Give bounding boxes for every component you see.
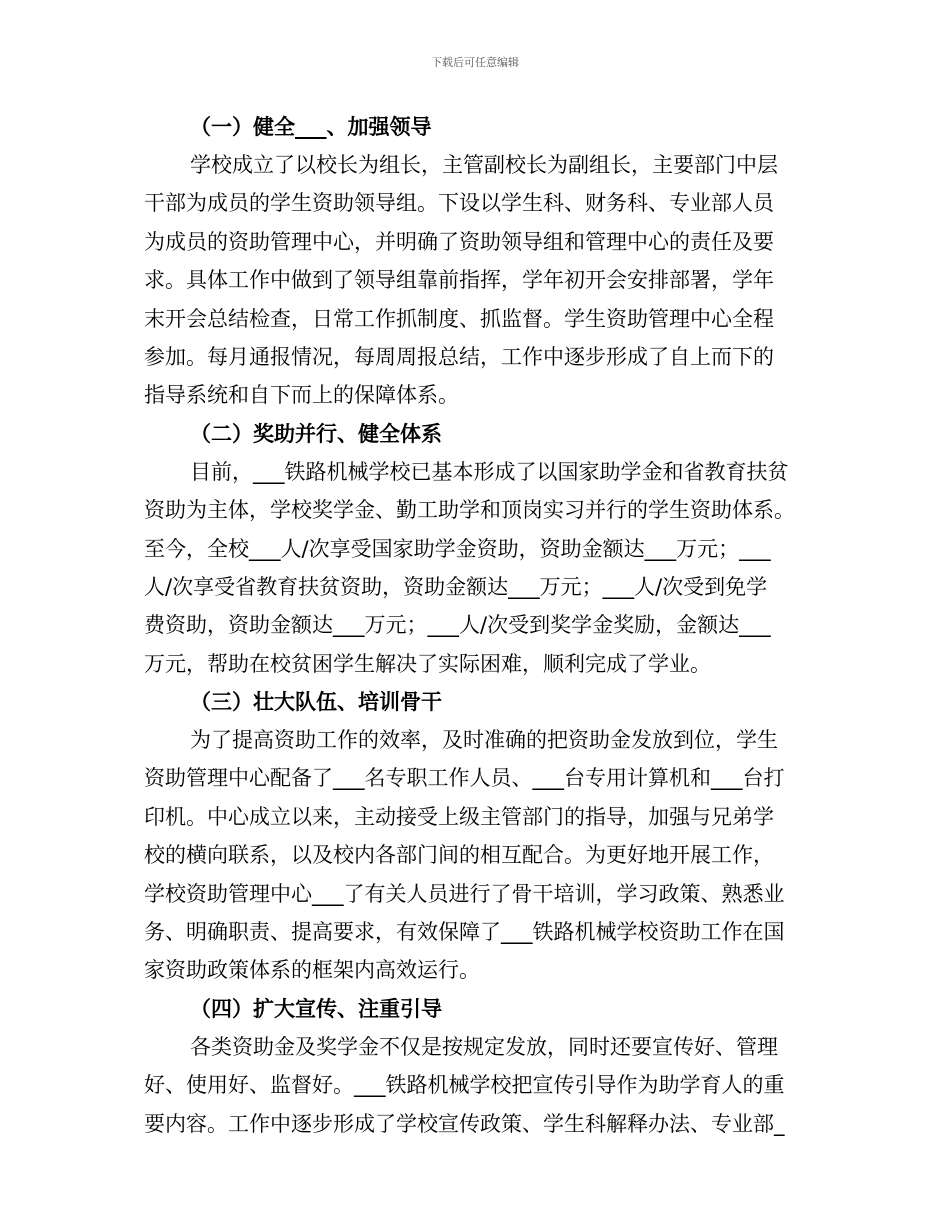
paragraph-line: 好、使用好、监督好。___铁路机械学校把宣传引导作为助学育人的重 (144, 1073, 785, 1098)
section-heading: （一）健全___、加强领导 (190, 115, 432, 139)
paragraph-line: 指导系统和自下而上的保障体系。 (144, 383, 459, 408)
paragraph-line: 印机。中心成立以来，主动接受上级主管部门的指导，加强与兄弟学 (144, 804, 774, 829)
paragraph-line: 末开会总结检查，日常工作抓制度、抓监督。学生资助管理中心全程 (144, 306, 774, 331)
section-paragraph (144, 146, 814, 415)
section-heading: （二）奖助并行、健全体系 (190, 421, 442, 446)
section-2 (144, 415, 814, 683)
paragraph-line: 目前，___铁路机械学校已基本形成了以国家助学金和省教育扶贫 (190, 459, 789, 484)
paragraph-line: 资助管理中心配备了___名专职工作人员、___台专用计算机和___台打 (144, 766, 785, 791)
paragraph-line: 校的横向联系，以及校内各部门间的相互配合。为更好地开展工作， (144, 843, 774, 868)
paragraph-line: 求。具体工作中做到了领导组靠前指挥，学年初开会安排部署，学年 (144, 268, 774, 293)
section-heading: （三）壮大队伍、培训骨干 (190, 690, 442, 715)
section-heading: （四）扩大宣传、注重引导 (190, 996, 442, 1021)
paragraph-line: 至今，全校___人/次享受国家助学金资助，资助金额达___万元；___ (144, 536, 771, 561)
paragraph-line: 万元，帮助在校贫困学生解决了实际困难，顺利完成了学业。 (144, 651, 711, 676)
section-paragraph (144, 453, 814, 683)
paragraph-line: 学校成立了以校长为组长，主管副校长为副组长，主要部门中层 (190, 153, 778, 177)
paragraph-line: 干部为成员的学生资助领导组。下设以学生科、财务科、专业部人员 (144, 191, 774, 216)
paragraph-line: 为成员的资助管理中心，并明确了资助领导组和管理中心的责任及要 (144, 229, 774, 254)
page-header: 下载后可任意编辑 (431, 56, 519, 69)
section-1 (144, 108, 814, 415)
section-paragraph (144, 1028, 814, 1143)
paragraph-line: 学校资助管理中心___了有关人员进行了骨干培训，学习政策、熟悉业 (144, 881, 785, 906)
section-paragraph (144, 721, 814, 990)
section-4 (144, 990, 814, 1143)
paragraph-line: 参加。每月通报情况，每周周报总结，工作中逐步形成了自上而下的 (144, 344, 774, 369)
paragraph-line: 费资助，资助金额达___万元；___人/次受到奖学金奖励，金额达___ (144, 613, 771, 638)
paragraph-line: 资助为主体，学校奖学金、勤工助学和顶岗实习并行的学生资助体系。 (144, 498, 795, 523)
paragraph-line: 务、明确职责、提高要求，有效保障了___铁路机械学校资助工作在国 (144, 920, 785, 945)
paragraph-line: 要内容。工作中逐步形成了学校宣传政策、学生科解释办法、专业部_ (144, 1111, 785, 1136)
section-3 (144, 683, 814, 990)
document-body (144, 108, 814, 1143)
paragraph-line: 家资助政策体系的框架内高效运行。 (144, 958, 480, 983)
paragraph-line: 各类资助金及奖学金不仅是按规定发放，同时还要宣传好、管理 (190, 1034, 778, 1059)
paragraph-line: 为了提高资助工作的效率，及时准确的把资助金发放到位，学生 (190, 728, 778, 753)
paragraph-line: 人/次享受省教育扶贫资助，资助金额达___万元；___人/次受到免学 (144, 574, 768, 599)
